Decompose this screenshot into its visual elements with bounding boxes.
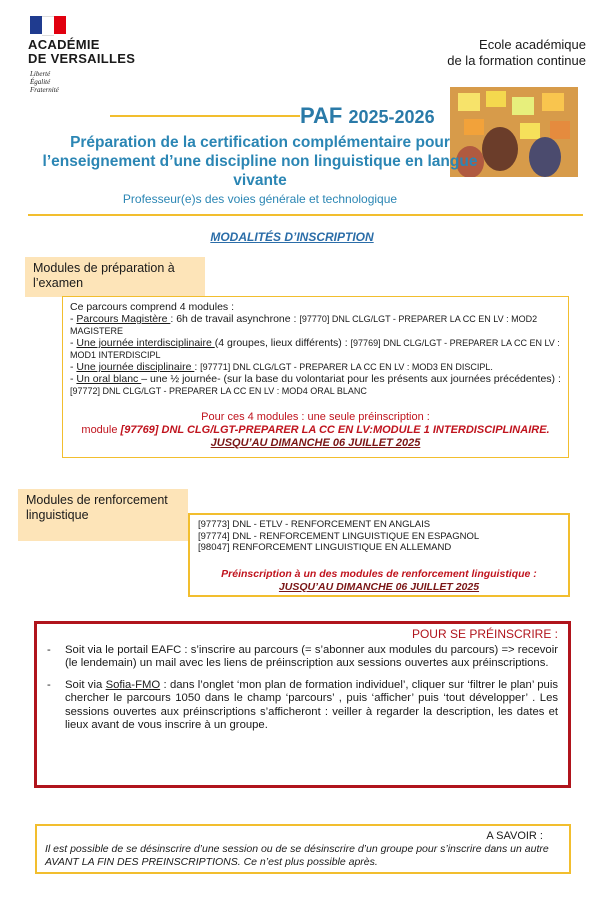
section1-box	[62, 296, 569, 458]
ecole-line-1: Ecole académique	[479, 37, 586, 52]
preinscription-header: POUR SE PRÉINSCRIRE :	[411, 627, 558, 641]
preinscription-item-eafc-text: Soit via le portail EAFC : s’inscrire au parcours (= s’abonner aux modules du parcours) => recevoir (le lendemain) un mail avec les liens de préinscription aux sessions ouvertes aux préinscriptions.	[65, 643, 558, 669]
motto-egalite: Égalité	[30, 78, 51, 86]
preinscription-item-sofia	[47, 679, 558, 733]
motto-liberte: Liberté	[30, 70, 51, 78]
a-savoir-text: Il est possible de se désinscrire d’une session ou de se désinscrire d’un groupe pour s’inscrire dans un autre AVANT LA FIN DES PREINSCRIPTIONS. Ce n’est plus possible après.	[45, 843, 549, 868]
ecole-line-2: de la formation continue	[447, 53, 586, 68]
modalites-heading: MODALITÉS D’INSCRIPTION	[210, 230, 374, 244]
module-item	[70, 361, 561, 373]
course-subtitle: Professeur(e)s des voies générale et technologique	[122, 192, 398, 206]
a-savoir-box	[35, 824, 571, 874]
module-item	[70, 373, 561, 397]
item-prefix: Soit via	[65, 678, 106, 691]
module-name: Une journée interdisciplinaire	[76, 337, 215, 349]
section1-intro: Ce parcours comprend 4 modules :	[70, 301, 234, 313]
module-prefix: -	[70, 373, 77, 385]
module-code: [97772] DNL CLG/LGT - PREPARER LA CC EN LV : MOD4 ORAL BLANC	[70, 386, 367, 396]
paf-title	[300, 103, 435, 129]
note-module-code: [97769] DNL CLG/LGT-PREPARER LA CC EN LV:MODULE 1 INTERDISCIPLINAIRE.	[120, 424, 550, 436]
section2-deadline: JUSQU’AU DIMANCHE 06 JUILLET 2025	[278, 580, 480, 593]
module-name: Une journée disciplinaire	[76, 361, 195, 373]
module-prefix: -	[70, 313, 77, 325]
module-code: [97769] DNL CLG/LGT - PREPARER LA CC EN LV : MOD1 INTERDISCIPL	[70, 338, 560, 360]
module-desc: (4 groupes, lieux différents) :	[214, 337, 351, 349]
bullet-dash: -	[47, 643, 51, 656]
section2-note-text: Préinscription à un des modules de renforcement linguistique :	[221, 567, 537, 580]
preinscription-item-eafc	[47, 644, 558, 671]
section1-note-line1: Pour ces 4 modules : une seule préinscription :	[201, 411, 430, 423]
gold-divider-bottom	[28, 214, 583, 216]
a-savoir-header: A SAVOIR :	[486, 830, 543, 842]
module-item	[70, 313, 561, 337]
motto-fraternite: Fraternité	[30, 86, 59, 94]
module-code: [97771] DNL CLG/LGT - PREPARER LA CC EN LV : MOD3 EN DISCIPL.	[200, 362, 493, 372]
section2-box	[188, 513, 570, 597]
sofia-fmo-link[interactable]: Sofia-FMO	[105, 678, 161, 691]
module-name: Un oral blanc	[76, 373, 142, 385]
module-code: [97770] DNL CLG/LGT - PREPARER LA CC EN LV : MOD2 MAGISTERE	[70, 314, 538, 336]
bullet-dash: -	[47, 678, 51, 691]
item-rest: : dans l’onglet ‘mon plan de formation individuel’, cliquer sur ‘filtrer le plan’ puis chercher le parcours 1050 dans le champ ‘parcours’ , puis ‘afficher’ puis ‘tout développer’ . Les sessions ouvertes aux préinscriptions s’afficheront : veiller à regarder la description, les dates et lieux avant de vous inscrire à un groupe.	[65, 678, 558, 731]
section1-label: Modules de préparation à l’examen	[25, 257, 205, 297]
gold-divider-top	[110, 115, 300, 117]
module-prefix: -	[70, 361, 77, 373]
list-item: [98047] RENFORCEMENT LINGUISTIQUE EN ALLEMAND	[198, 542, 452, 553]
brand-line-2: DE VERSAILLES	[28, 51, 136, 66]
section2-label: Modules de renforcement linguistique	[18, 489, 188, 541]
list-item: [97774] DNL - RENFORCEMENT LINGUISTIQUE EN ESPAGNOL	[198, 530, 480, 542]
paf-label: PAF	[300, 103, 343, 128]
section1-deadline: JUSQU’AU DIMANCHE 06 JUILLET 2025	[210, 437, 421, 449]
module-desc: : 6h de travail asynchrone :	[170, 313, 300, 325]
brand-line-1: ACADÉMIE	[28, 37, 100, 52]
section2-note	[198, 568, 560, 594]
republique-flag-logo	[30, 16, 66, 34]
list-item: [97773] DNL - ETLV - RENFORCEMENT EN ANGLAIS	[198, 519, 431, 530]
paf-year: 2025-2026	[348, 107, 435, 127]
module-item	[70, 337, 561, 361]
section1-note-line2	[70, 424, 561, 437]
module-name: Parcours Magistère	[76, 313, 171, 325]
preinscription-box	[34, 621, 571, 788]
note-prefix: module	[81, 424, 121, 436]
section1-note	[70, 411, 561, 450]
module-desc: – une ½ journée- (sur la base du volontariat pour les présents aux journées précédentes) :	[141, 373, 561, 385]
module-desc: :	[194, 361, 201, 373]
course-title: Préparation de la certification complémentaire pour l’enseignement d’une discipline non linguistique en langue vivante	[42, 134, 478, 189]
module-prefix: -	[70, 337, 77, 349]
